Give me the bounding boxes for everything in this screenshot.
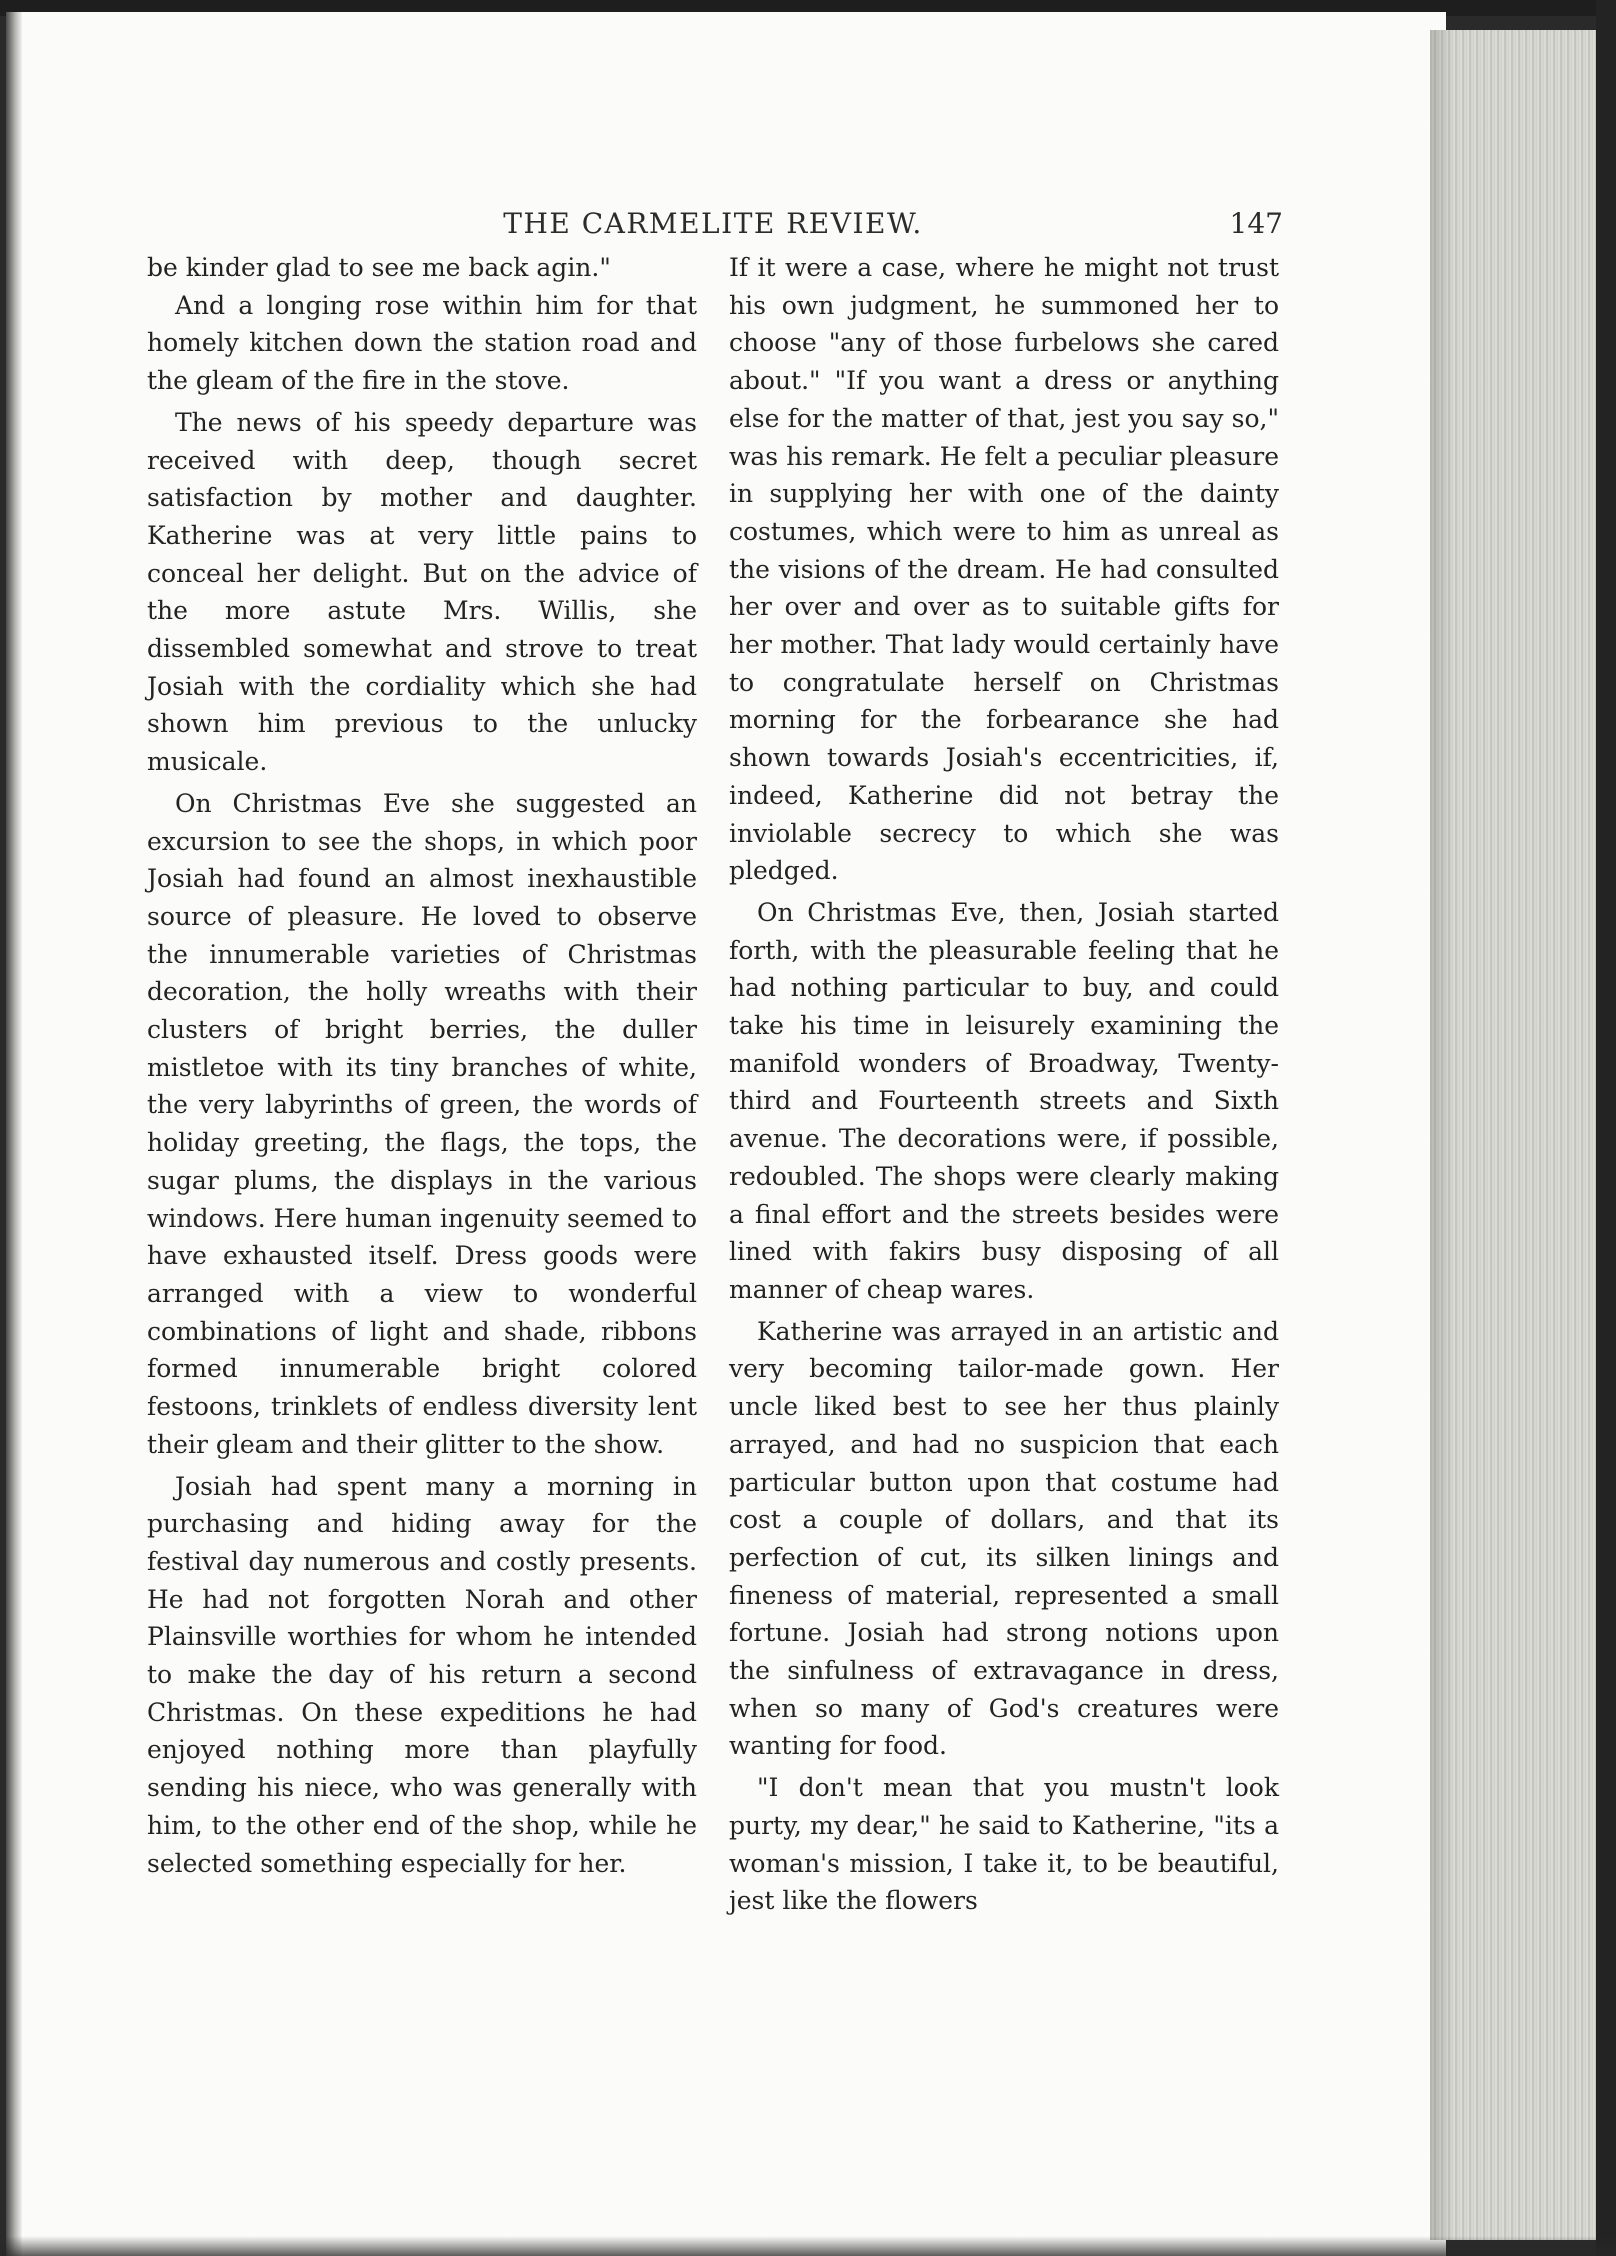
paragraph: On Christmas Eve, then, Josiah started forth, with the pleasurable feeling that he had nothing particular to buy, and could take his time in leisurely examining the manifold wonders of Broadway, Twenty-third and Fourteenth streets and Sixth avenue. The decorations were, if possible, redoubled. The shops were clearly making a final effort and the streets besides were lined with fakirs busy disposing of all manner of cheap wares. xyxy=(729,897,1279,1304)
page-number: 147 xyxy=(1229,207,1283,240)
scan-right-border xyxy=(1596,0,1616,2256)
scan-bottom-border xyxy=(0,2236,1616,2256)
paragraph: The news of his speedy departure was received with deep, though secret satisfaction by mother and daughter. Katherine was at very little pains to conceal her delight. But on the advice of the more astute Mrs. Willis, she dissembled somewhat and strove to treat Josiah with the cordiality which she had shown him previous to the unlucky musicale. xyxy=(147,407,697,777)
right-text-column xyxy=(729,249,1279,1920)
paragraph: And a longing rose within him for that homely kitchen down the station road and the gleam of the fire in the stove. xyxy=(147,290,697,396)
fore-edge-shadow xyxy=(1430,30,1454,2240)
paragraph: "I don't mean that you mustn't look purty, my dear," he said to Katherine, "its a woman's mission, I take it, to be beautiful, jest like the flowers xyxy=(729,1773,1279,1916)
paragraph: If it were a case, where he might not trust his own judgment, he summoned her to choose "any of those furbelows she cared about." "If you want a dress or anything else for the matter of that, jest you say so," was his remark. He felt a peculiar pleasure in supplying her with one of the dainty costumes, which were to him as unreal as the visions of the dream. He had consulted her over and over as to suitable gifts for her mother. That lady would certainly have to congratulate herself on Christmas morning for the forbearance she had shown towards Josiah's eccentricities, if, indeed, Katherine did not betray the inviolable secrecy to which she was pledged. xyxy=(729,253,1279,886)
page-fore-edge xyxy=(1430,30,1596,2240)
page-gutter-shadow xyxy=(6,12,22,2256)
running-title: THE CARMELITE REVIEW. xyxy=(503,207,923,240)
paragraph: On Christmas Eve she suggested an excursion to see the shops, in which poor Josiah had found an almost inexhaustible source of pleasure. He loved to observe the innumerable varieties of Christmas decoration, the holly wreaths with their clusters of bright berries, the duller mistletoe with its tiny branches of white, the very labyrinths of green, the words of holiday greeting, the flags, the tops, the sugar plums, the displays in the various windows. Here human ingenuity seemed to have exhausted itself. Dress goods were arranged with a view to wonderful combinations of light and shade, ribbons formed innumerable bright colored festoons, trinklets of endless diversity lent their gleam and their glitter to the show. xyxy=(147,788,697,1459)
left-text-column xyxy=(147,249,697,1882)
paragraph: Josiah had spent many a morning in purchasing and hiding away for the festival day numerous and costly presents. He had not forgotten Norah and other Plainsville worthies for whom he intended to make the day of his return a second Christmas. On these expeditions he had enjoyed nothing more than playfully sending his niece, who was generally with him, to the other end of the shop, while he selected something especially for her. xyxy=(147,1471,697,1878)
running-head xyxy=(143,204,1283,244)
paragraph: Katherine was arrayed in an artistic and very becoming tailor-made gown. Her uncle liked best to see her thus plainly arrayed, and had no suspicion that each particular button upon that costume had cost a couple of dollars, and that its perfection of cut, its silken linings and fineness of material, represented a small fortune. Josiah had strong notions upon the sinfulness of extravagance in dress, when so many of God's creatures were wanting for food. xyxy=(729,1316,1279,1761)
paragraph: be kinder glad to see me back agin." xyxy=(147,253,611,282)
